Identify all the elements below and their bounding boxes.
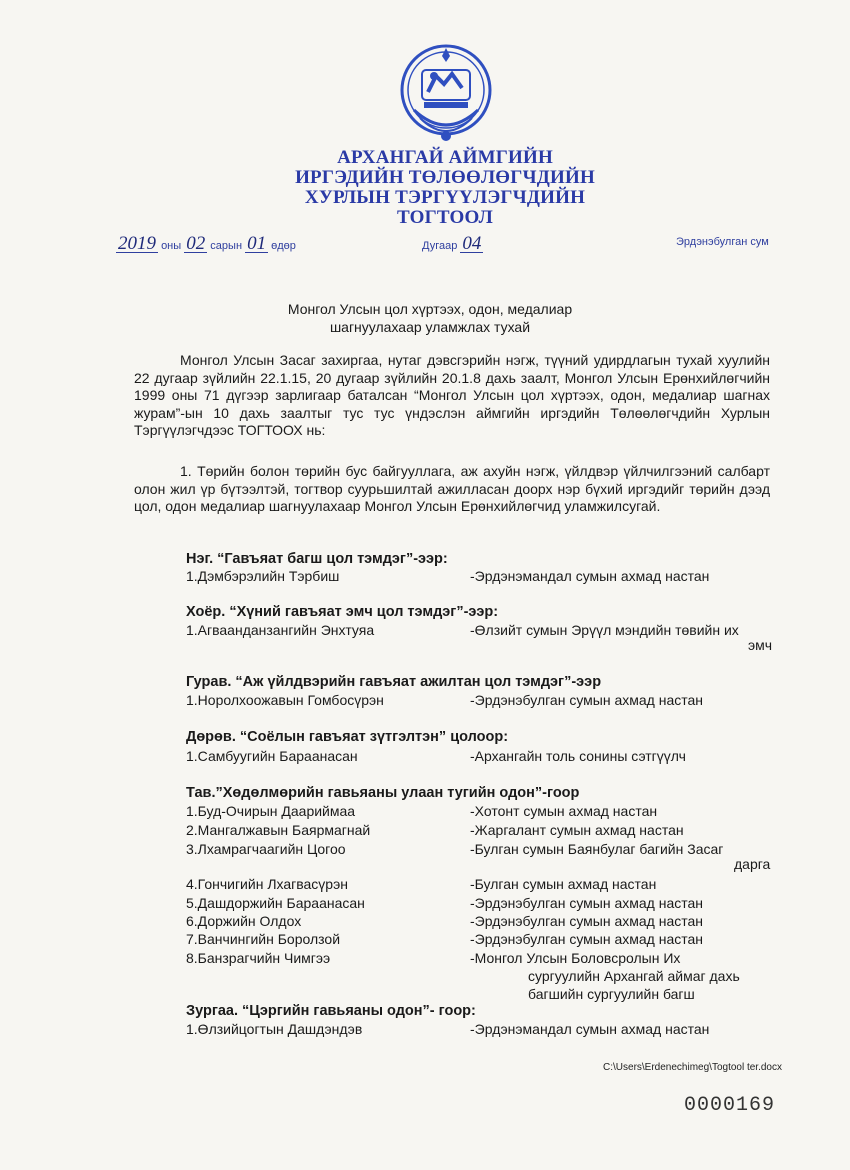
awardee-description: -Архангайн толь сонины сэтгүүлч xyxy=(470,748,686,764)
awardee-description: -Эрдэнэбулган сумын ахмад настан xyxy=(470,931,704,947)
list-item xyxy=(186,822,786,840)
date-line xyxy=(116,233,796,258)
list-item xyxy=(186,913,786,931)
awardee-name: 6.Доржийн Олдох xyxy=(186,913,302,929)
section-6-title: Зургаа. “Цэргийн гавьяаны одон”- гоор: xyxy=(186,1003,476,1019)
awardee-name: 8.Банзрагчийн Чимгээ xyxy=(186,950,331,966)
awardee-description: -Хотонт сумын ахмад настан xyxy=(470,803,658,819)
date-year-suffix: оны xyxy=(161,240,182,252)
list-item xyxy=(186,803,786,821)
list-item xyxy=(186,931,786,949)
description-continuation: багшийн сургуулийн багш xyxy=(528,986,695,1002)
awardee-name: 3.Лхамрагчаагийн Цогоо xyxy=(186,841,346,857)
awardee-name: 5.Дашдоржийн Бараанасан xyxy=(186,895,365,911)
state-emblem-icon xyxy=(400,40,492,152)
awardee-name: 2.Мангалжавын Баярмагнай xyxy=(186,822,371,838)
date-day: 01 xyxy=(247,233,267,254)
awardee-name: 1.Дэмбэрэлийн Тэрбиш xyxy=(186,568,340,584)
section-4-title: Дөрөв. “Соёлын гавъяат зүтгэлтэн” цолоор: xyxy=(186,729,509,745)
list-item xyxy=(186,876,786,894)
awardee-description: -Эрдэнэмандал сумын ахмад настан xyxy=(470,1021,710,1037)
date-year: 2019 xyxy=(118,233,156,254)
section-1-title: Нэг. “Гавъяат багш цол тэмдэг”-ээр: xyxy=(186,551,448,567)
title-line-2: шагнуулахаар уламжлах тухай xyxy=(329,319,531,335)
place-name: Эрдэнэбулган сум xyxy=(676,236,769,248)
date-year-group xyxy=(116,233,296,254)
document-title xyxy=(200,300,660,336)
header-line-2: ИРГЭДИЙН ТӨЛӨӨЛӨГЧДИЙН xyxy=(295,167,595,188)
list-item xyxy=(186,568,786,586)
header-line-1: АРХАНГАЙ АЙМГИЙН xyxy=(337,147,553,168)
awardee-description: -Эрдэнэбулган сумын ахмад настан xyxy=(470,895,704,911)
awardee-name: 1.Самбуугийн Бараанасан xyxy=(186,748,358,764)
awardee-name: 1.Норолхоожавын Гомбосүрэн xyxy=(186,692,384,708)
file-path: C:\Users\Erdenechimeg\Togtool ter.docx xyxy=(603,1062,782,1073)
awardee-description: -Монгол Улсын Боловсролын Их xyxy=(470,950,681,966)
list-item xyxy=(186,622,786,640)
awardee-name: 1.Агваанданзангийн Энхтуяа xyxy=(186,622,375,638)
list-item xyxy=(186,748,786,766)
serial-stamp: 0000169 xyxy=(684,1094,776,1117)
awardee-name: 1.Буд-Очирын Даариймаа xyxy=(186,803,356,819)
date-day-suffix: өдөр xyxy=(271,240,296,252)
list-item xyxy=(186,692,786,710)
list-item xyxy=(186,895,786,913)
intro-text: Монгол Улсын Засаг захиргаа, нутаг дэвсгэрийн нэгж, түүний удирдлагын тухай хуулийн 22 дугаар зүйлийн 22.1.15, 20 дугаар зүйлийн 20.1.8 дахь заалт, Монгол Улсын Ерөнхийлөгчийн 1999 оны 71 дүгээр зарлигаар баталсан “Монгол Улсын цол хүртээх, одон, медалиар шагнах журам”-ын 10 дахь заалтыг тус тус үндэслэн аймгийн иргэдийн Төлөөлөгчдийн Хурлын Тэргүүлэгчдээс ТОГТООХ нь: xyxy=(134,352,770,438)
title-line-1: Монгол Улсын цол хүртээх, одон, медалиар xyxy=(287,301,573,317)
list-item xyxy=(186,841,786,859)
awardee-description: -Жаргалант сумын ахмад настан xyxy=(470,822,684,838)
awardee-name: 4.Гончигийн Лхагвасүрэн xyxy=(186,876,348,892)
section-5-title: Тав.”Хөдөлмөрийн гавьяаны улаан тугийн одон”-гоор xyxy=(186,785,580,801)
section-2-title: Хоёр. “Хүний гавъяат эмч цол тэмдэг”-ээр: xyxy=(186,604,499,620)
awardee-name: 7.Ванчингийн Боролзой xyxy=(186,931,341,947)
awardee-description: -Эрдэнэбулган сумын ахмад настан xyxy=(470,692,704,708)
date-month: 02 xyxy=(186,233,206,254)
list-item xyxy=(186,950,786,968)
awardee-description: -Булган сумын Баянбулаг багийн Засаг xyxy=(470,841,724,857)
header-line-4: ТОГТООЛ xyxy=(397,207,493,228)
awardee-name: 1.Өлзийцогтын Дашдэндэв xyxy=(186,1021,363,1037)
description-continuation: эмч xyxy=(748,637,773,653)
number-label: Дугаар xyxy=(422,240,458,252)
number-group xyxy=(422,233,483,254)
date-month-suffix: сарын xyxy=(210,240,243,252)
description-continuation: дарга xyxy=(734,856,771,872)
header-line-3: ХУРЛЫН ТЭРГҮҮЛЭГЧДИЙН xyxy=(304,187,586,208)
intro-paragraph xyxy=(134,352,770,440)
clause-1-paragraph xyxy=(134,463,770,516)
list-item xyxy=(186,1021,786,1039)
awardee-description: -Эрдэнэбулган сумын ахмад настан xyxy=(470,913,704,929)
awardee-description: -Эрдэнэмандал сумын ахмад настан xyxy=(470,568,710,584)
document-number: 04 xyxy=(462,233,482,254)
awardee-description: -Булган сумын ахмад настан xyxy=(470,876,657,892)
clause-1-text: 1. Төрийн болон төрийн бус байгууллага, аж ахуйн нэгж, үйлдвэр үйлчилгээний салбарт олон жил үр бүтээлтэй, тогтвор суурьшилтай ажилласан доорх нэр бүхий иргэдийг төрийн дээд цол, одон медалиар шагнуулахаар Монгол Улсын Ерөнхийлөгчид уламжилсугай. xyxy=(134,463,770,514)
issuer-header xyxy=(260,148,630,228)
awardee-description: -Өлзийт сумын Эрүүл мэндийн төвийн их xyxy=(470,622,739,638)
section-3-title: Гурав. “Аж үйлдвэрийн гавъяат ажилтан цол тэмдэг”-ээр xyxy=(186,674,602,690)
description-continuation: сургуулийн Архангай аймаг дахь xyxy=(528,968,740,984)
